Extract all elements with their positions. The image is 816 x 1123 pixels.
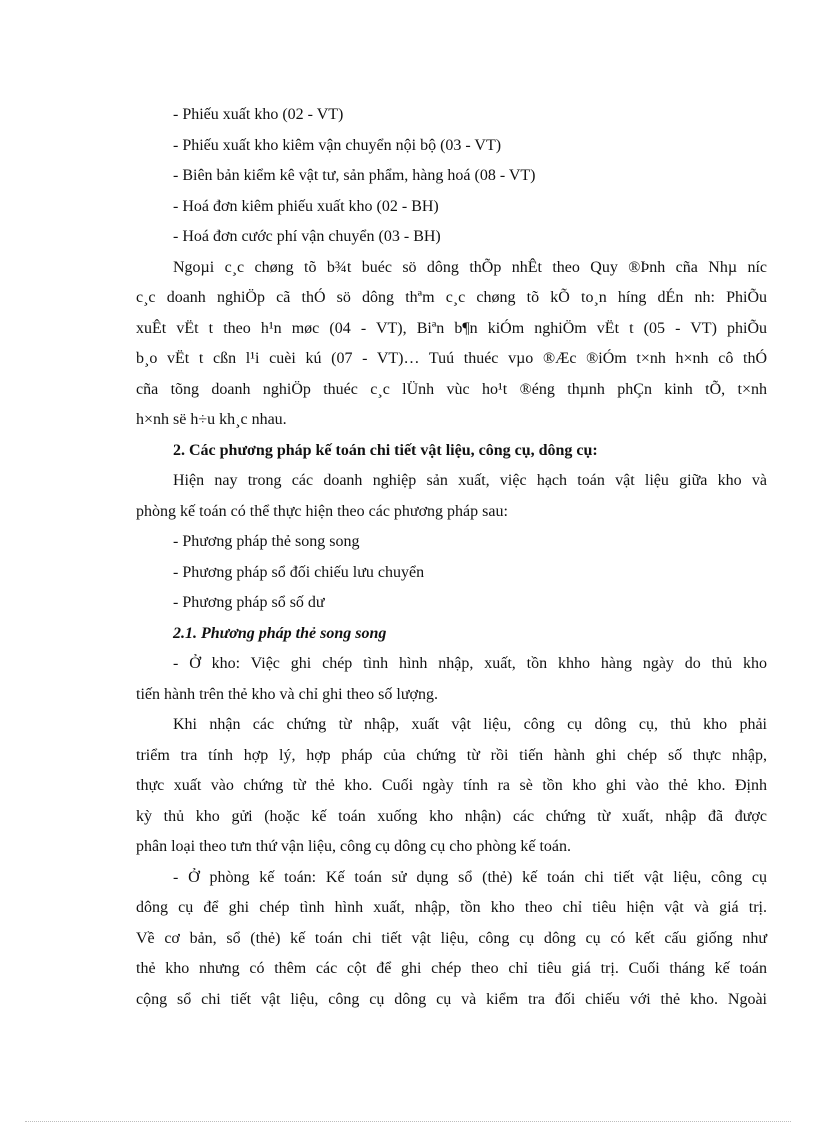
paragraph-line: cộng sổ chi tiết vật liệu, công cụ dông cụ và kiểm tra đối chiếu với thẻ kho. Ngoài — [136, 990, 767, 1008]
paragraph-line: cña tõng doanh nghiÖp thuéc c¸c lÜnh vùc ho¹t ®éng thµnh phÇn kinh tÕ, t×nh — [136, 380, 767, 398]
paragraph-line: b¸o vËt t cßn l¹i cuèi kú (07 - VT)… Tuú thuéc vµo ®Æc ®iÓm t×nh h×nh cô thÓ — [136, 350, 767, 367]
document-list-2 — [136, 527, 767, 619]
paragraph-warehouse — [136, 649, 767, 710]
paragraph-line: thực xuất vào chứng từ thẻ kho. Cuối ngày tính ra sè tồn kho ghi vào thẻ kho. Định — [136, 777, 767, 794]
list-item: - Biên bản kiểm kê vật tư, sản phẩm, hàng hoá (08 - VT) — [173, 167, 536, 184]
subsection-heading: 2.1. Phương pháp thẻ song song — [173, 624, 387, 642]
paragraph-line: - Ở phòng kế toán: Kế toán sử dụng sổ (thẻ) kế toán chi tiết vật liệu, công cụ — [173, 868, 767, 886]
paragraph-line: thẻ kho nhưng có thêm các cột để ghi chép theo chỉ tiêu giá trị. Cuối tháng kế toán — [136, 960, 767, 977]
paragraph-line: Hiện nay trong các doanh nghiệp sản xuất, việc hạch toán vật liệu giữa kho và — [173, 472, 767, 489]
paragraph-line: Về cơ bản, sổ (thẻ) kế toán chi tiết vật liệu, công cụ dông cụ có kết cấu giống như — [136, 929, 767, 947]
paragraph-accounting — [136, 863, 767, 1016]
paragraph-line: tiến hành trên thẻ kho và chỉ ghi theo số lượng. — [136, 685, 438, 703]
paragraph-line: - Ở kho: Việc ghi chép tình hình nhập, xuất, tồn khho hàng ngày do thủ kho — [173, 655, 767, 672]
paragraph-line: phòng kế toán có thể thực hiện theo các phương pháp sau: — [136, 502, 508, 520]
paragraph-intro — [136, 466, 767, 527]
document-body — [136, 100, 767, 1015]
paragraph-receiving — [136, 710, 767, 863]
page-bottom-rule — [25, 1121, 791, 1122]
document-list-1 — [136, 100, 767, 253]
paragraph-line: c¸c doanh nghiÖp cã thÓ sö dông thªm c¸c chøng tõ kÕ to¸n híng dÉn nh: PhiÕu — [136, 289, 767, 306]
list-item: - Phương pháp thẻ song song — [173, 533, 360, 550]
paragraph-line: phân loại theo tưn thứ vận liệu, công cụ dông cụ cho phòng kế toán. — [136, 838, 572, 855]
list-item: - Hoá đơn kiêm phiếu xuất kho (02 - BH) — [173, 197, 439, 215]
paragraph-line: dông cụ để ghi chép tình hình xuất, nhập, tồn kho theo chỉ tiêu hiện vật và giá trị. — [136, 899, 767, 916]
paragraph-line: h×nh së h÷u kh¸c nhau. — [136, 411, 287, 428]
paragraph-legacy-encoding — [136, 253, 767, 436]
list-item: - Hoá đơn cước phí vận chuyển (03 - BH) — [173, 228, 441, 245]
paragraph-line: triểm tra tính hợp lý, hợp pháp của chứng từ rồi tiến hành ghi chép số thực nhập, — [136, 746, 767, 764]
section-heading: 2. Các phương pháp kế toán chi tiết vật liệu, công cụ, dông cụ: — [173, 441, 598, 459]
list-item: - Phiếu xuất kho kiêm vận chuyển nội bộ (03 - VT) — [173, 136, 502, 154]
list-item: - Phiếu xuất kho (02 - VT) — [173, 106, 344, 123]
list-item: - Phương pháp sổ đối chiếu lưu chuyển — [173, 563, 425, 581]
paragraph-line: kỳ thủ kho gửi (hoặc kế toán xuống kho nhận) các chứng từ xuất, nhập đã được — [136, 807, 767, 825]
paragraph-line: xuÊt vËt t theo h¹n møc (04 - VT), Biªn b¶n kiÓm nghiÖm vËt t (05 - VT) phiÕu — [136, 319, 767, 337]
paragraph-line: Khi nhận các chứng từ nhập, xuất vật liệu, công cụ dông cụ, thủ kho phải — [173, 716, 767, 733]
paragraph-line: Ngoµi c¸c chøng tõ b¾t buéc sö dông thÕp nhÊt theo Quy ®Þnh cña Nhµ níc — [173, 258, 767, 276]
list-item: - Phương pháp sổ số dư — [173, 594, 325, 611]
